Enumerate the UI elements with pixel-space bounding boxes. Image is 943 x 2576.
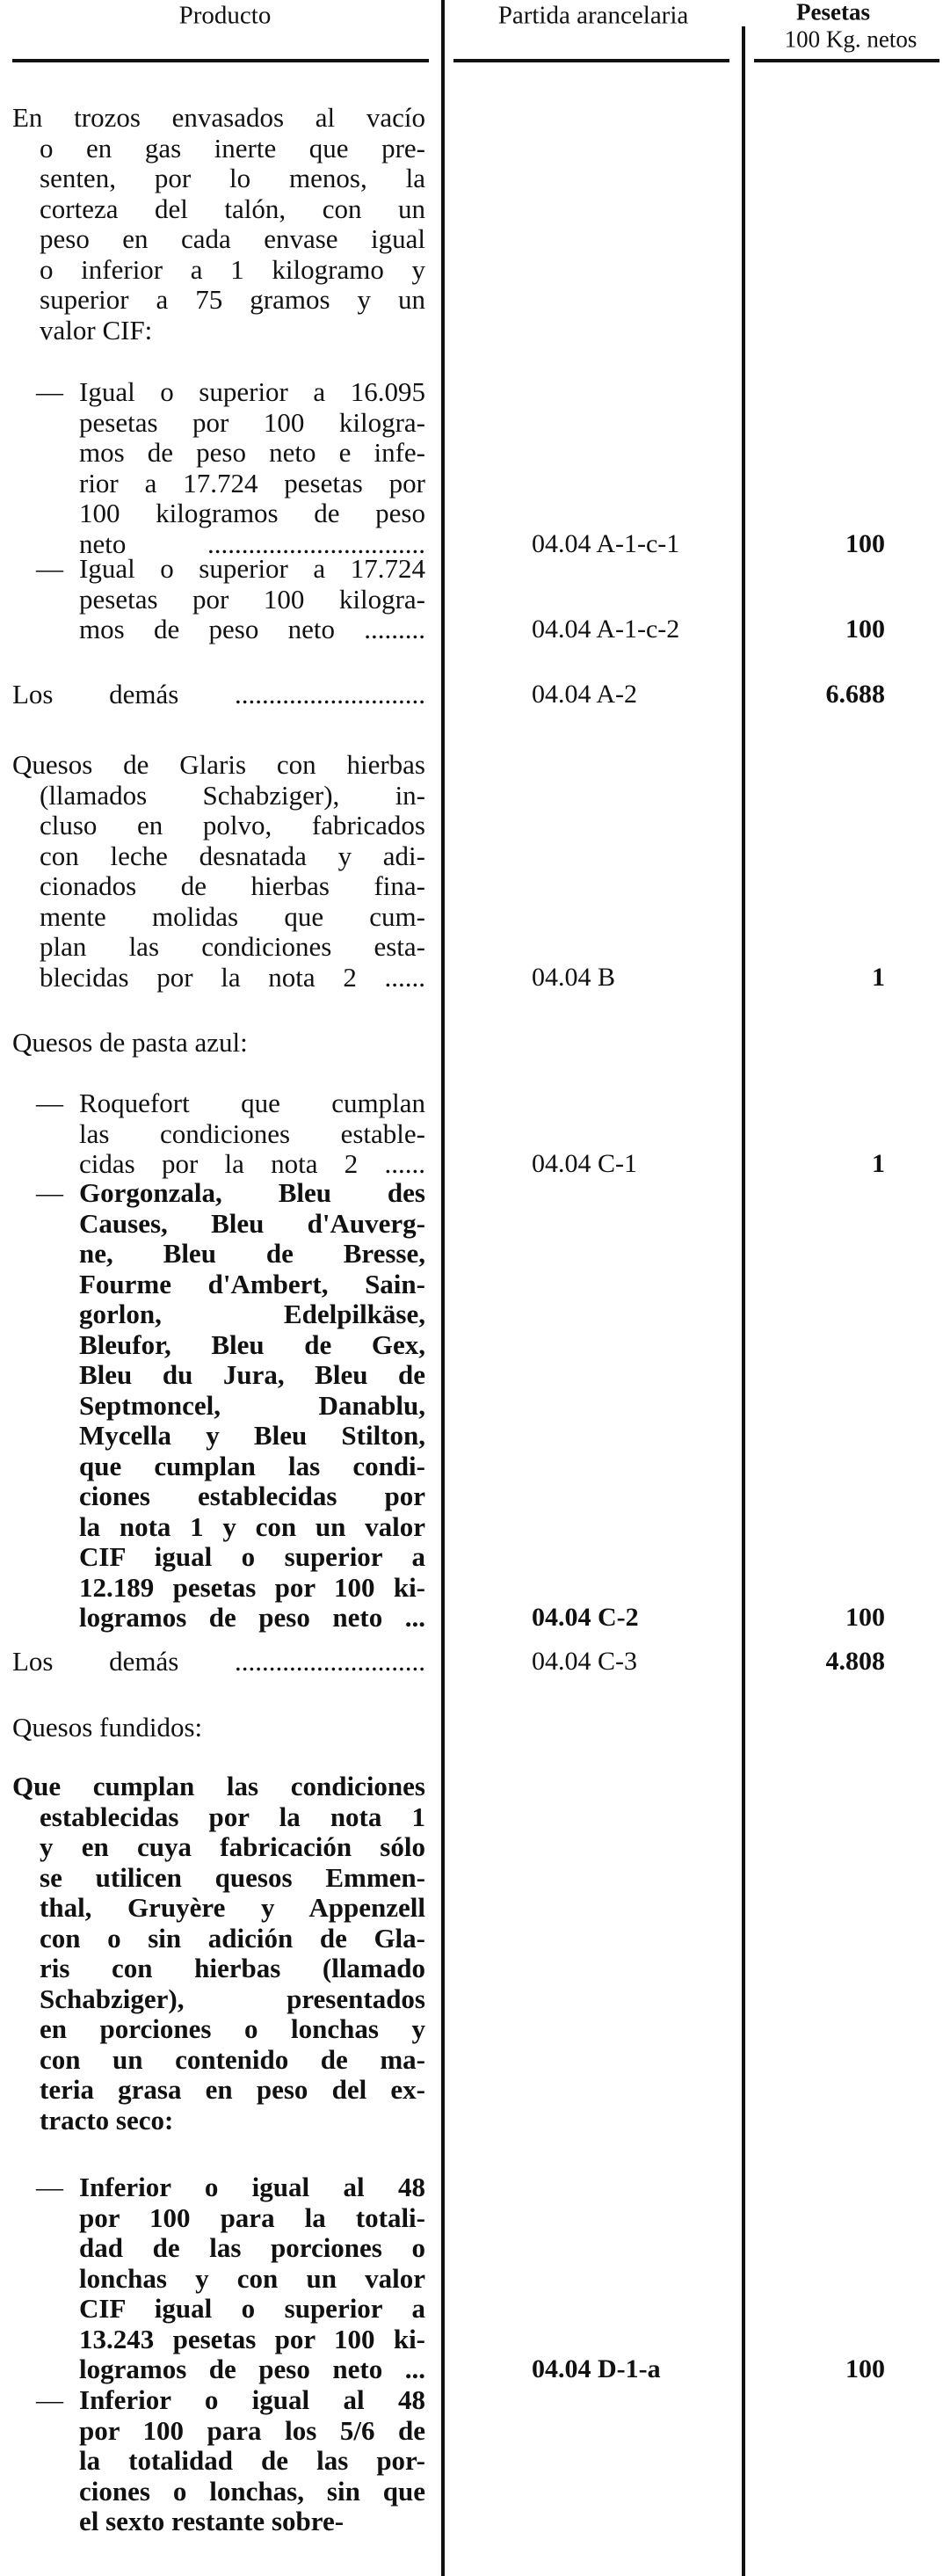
product-description-line: 13.243 pesetas por 100 ki- (79, 2324, 425, 2354)
product-description-line: por 100 para la totali- (79, 2202, 425, 2233)
header-rule (12, 59, 429, 62)
duty-value: 100 (845, 528, 885, 558)
tariff-heading-code: 04.04 D-1-a (532, 2354, 661, 2383)
product-description-line: Inferior o igual al 48 (79, 2385, 425, 2415)
product-description-line: se utilicen quesos Emmen- (40, 1862, 425, 1893)
product-description-line: Schabziger), presentados (40, 1983, 425, 2014)
header-tariff-heading: Partida arancelaria (497, 1, 689, 30)
tariff-heading-code: 04.04 C-2 (532, 1603, 639, 1632)
product-description-line: Causes, Bleu d'Auverg- (79, 1208, 425, 1239)
tariff-heading-code: 04.04 C-1 (532, 1149, 637, 1178)
product-description-line: senten, por lo menos, la (40, 164, 425, 193)
product-description-line: CIF igual o superior a (79, 2294, 425, 2324)
product-description-line: o inferior a 1 kilogramo y (40, 254, 425, 285)
product-description-line: Mycella y Bleu Stilton, (79, 1421, 425, 1451)
product-description-line: peso en cada envase igual (40, 224, 425, 254)
product-description-line: Quesos fundidos: (12, 1713, 203, 1743)
product-description-line: Los demás ............................ (12, 680, 425, 709)
tariff-heading-code: 04.04 A-2 (532, 680, 637, 709)
product-description-line: por 100 para los 5/6 de (79, 2415, 425, 2446)
product-description-line: ne, Bleu de Bresse, (79, 1239, 425, 1269)
product-description-line: Igual o superior a 17.724 (79, 554, 425, 584)
product-description-line: superior a 75 gramos y un (40, 285, 425, 315)
product-description-line: neto ................................ (79, 528, 425, 559)
product-description-line: y en cuya fabricación sólo (40, 1832, 425, 1862)
product-description-line: o en gas inerte que pre- (40, 133, 425, 164)
product-description-line: Igual o superior a 16.095 (79, 377, 425, 407)
product-description-line: la totalidad de las por- (79, 2446, 425, 2476)
product-description-line: valor CIF: (40, 315, 153, 346)
product-description-line: plan las condiciones esta- (40, 932, 425, 962)
product-description-line: establecidas por la nota 1 (40, 1801, 425, 1832)
product-description-line: gorlon, Edelpilkäse, (79, 1299, 425, 1329)
product-description-line: con o sin adición de Gla- (40, 1923, 425, 1954)
tariff-heading-code: 04.04 C-3 (532, 1647, 637, 1676)
duty-value: 4.808 (825, 1647, 885, 1676)
product-description-line: que cumplan las condi- (79, 1451, 425, 1481)
column-divider (742, 26, 745, 2576)
header-rule (453, 59, 729, 62)
product-description-line: logramos de peso neto ... (79, 2354, 425, 2384)
product-description-line: Quesos de pasta azul: (12, 1028, 248, 1058)
duty-value: 1 (872, 1149, 885, 1178)
product-description-line: cionados de hierbas fina- (40, 871, 425, 901)
product-description-line: rior a 17.724 pesetas por (79, 468, 425, 498)
product-description-line: Bleufor, Bleu de Gex, (79, 1329, 425, 1360)
product-description-line: ris con hierbas (llamado (40, 1954, 425, 1983)
product-description-line: teria grasa en peso del ex- (40, 2075, 425, 2105)
list-dash: — (36, 1177, 63, 1208)
tariff-heading-code: 04.04 A-1-c-2 (532, 615, 680, 644)
product-description-line: CIF igual o superior a (79, 1542, 425, 1572)
duty-value: 100 (845, 1603, 885, 1632)
product-description-line: mente molidas que cum- (40, 901, 425, 932)
header-per-100kg: 100 Kg. netos (784, 25, 918, 53)
product-description-line: el sexto restante sobre- (79, 2507, 345, 2536)
product-description-line: thal, Gruyère y Appenzell (40, 1893, 425, 1923)
list-dash: — (36, 553, 63, 584)
product-description-line: cidas por la nota 2 ...... (79, 1149, 425, 1179)
product-description-line: corteza del talón, con un (40, 193, 425, 224)
header-rule (754, 59, 939, 62)
product-description-line: ciones o lonchas, sin que (79, 2476, 425, 2507)
tariff-heading-code: 04.04 B (532, 962, 616, 992)
product-description-line: ciones establecidas por (79, 1481, 425, 1511)
column-divider (441, 0, 445, 2576)
product-description-line: En trozos envasados al vacío (12, 103, 425, 133)
product-description-line: pesetas por 100 kilogra- (79, 584, 425, 615)
product-description-line: Inferior o igual al 48 (79, 2172, 425, 2202)
product-description-line: tracto seco: (40, 2105, 174, 2136)
header-product: Producto (178, 1, 272, 30)
product-description-line: pesetas por 100 kilogra- (79, 407, 425, 438)
product-description-line: Bleu du Jura, Bleu de (79, 1360, 425, 1390)
duty-value: 1 (872, 962, 885, 992)
product-description-line: 12.189 pesetas por 100 ki- (79, 1572, 425, 1603)
list-dash: — (36, 376, 63, 407)
list-dash: — (36, 2384, 63, 2415)
product-description-line: blecidas por la nota 2 ...... (40, 962, 425, 993)
product-description-line: Que cumplan las condiciones (12, 1772, 425, 1801)
product-description-line: Quesos de Glaris con hierbas (12, 750, 425, 780)
product-description-line: logramos de peso neto ... (79, 1603, 425, 1633)
product-description-line: Los demás ............................ (12, 1647, 425, 1677)
product-description-line: las condiciones estable- (79, 1118, 425, 1149)
list-dash: — (36, 2172, 63, 2202)
product-description-line: Roquefort que cumplan (79, 1088, 425, 1118)
product-description-line: lonchas y con un valor (79, 2263, 425, 2294)
header-pesetas: Pesetas (796, 0, 870, 25)
product-description-line: Gorgonzala, Bleu des (79, 1178, 425, 1208)
product-description-line: con un contenido de ma- (40, 2044, 425, 2075)
product-description-line: la nota 1 y con un valor (79, 1511, 425, 1542)
list-dash: — (36, 1088, 63, 1118)
product-description-line: dad de las porciones o (79, 2233, 425, 2263)
product-description-line: en porciones o lonchas y (40, 2014, 425, 2044)
product-description-line: con leche desnatada y adi- (40, 840, 425, 871)
product-description-line: cluso en polvo, fabricados (40, 811, 425, 840)
duty-value: 100 (845, 615, 885, 644)
tariff-heading-code: 04.04 A-1-c-1 (532, 528, 680, 558)
product-description-line: mos de peso neto e infe- (79, 438, 425, 468)
duty-value: 6.688 (825, 680, 885, 709)
product-description-line: 100 kilogramos de peso (79, 498, 425, 528)
product-description-line: mos de peso neto ......... (79, 615, 425, 644)
product-description-line: Septmoncel, Danablu, (79, 1390, 425, 1421)
duty-value: 100 (845, 2354, 885, 2383)
product-description-line: Fourme d'Ambert, Sain- (79, 1269, 425, 1299)
product-description-line: (llamados Schabziger), in- (40, 780, 425, 811)
